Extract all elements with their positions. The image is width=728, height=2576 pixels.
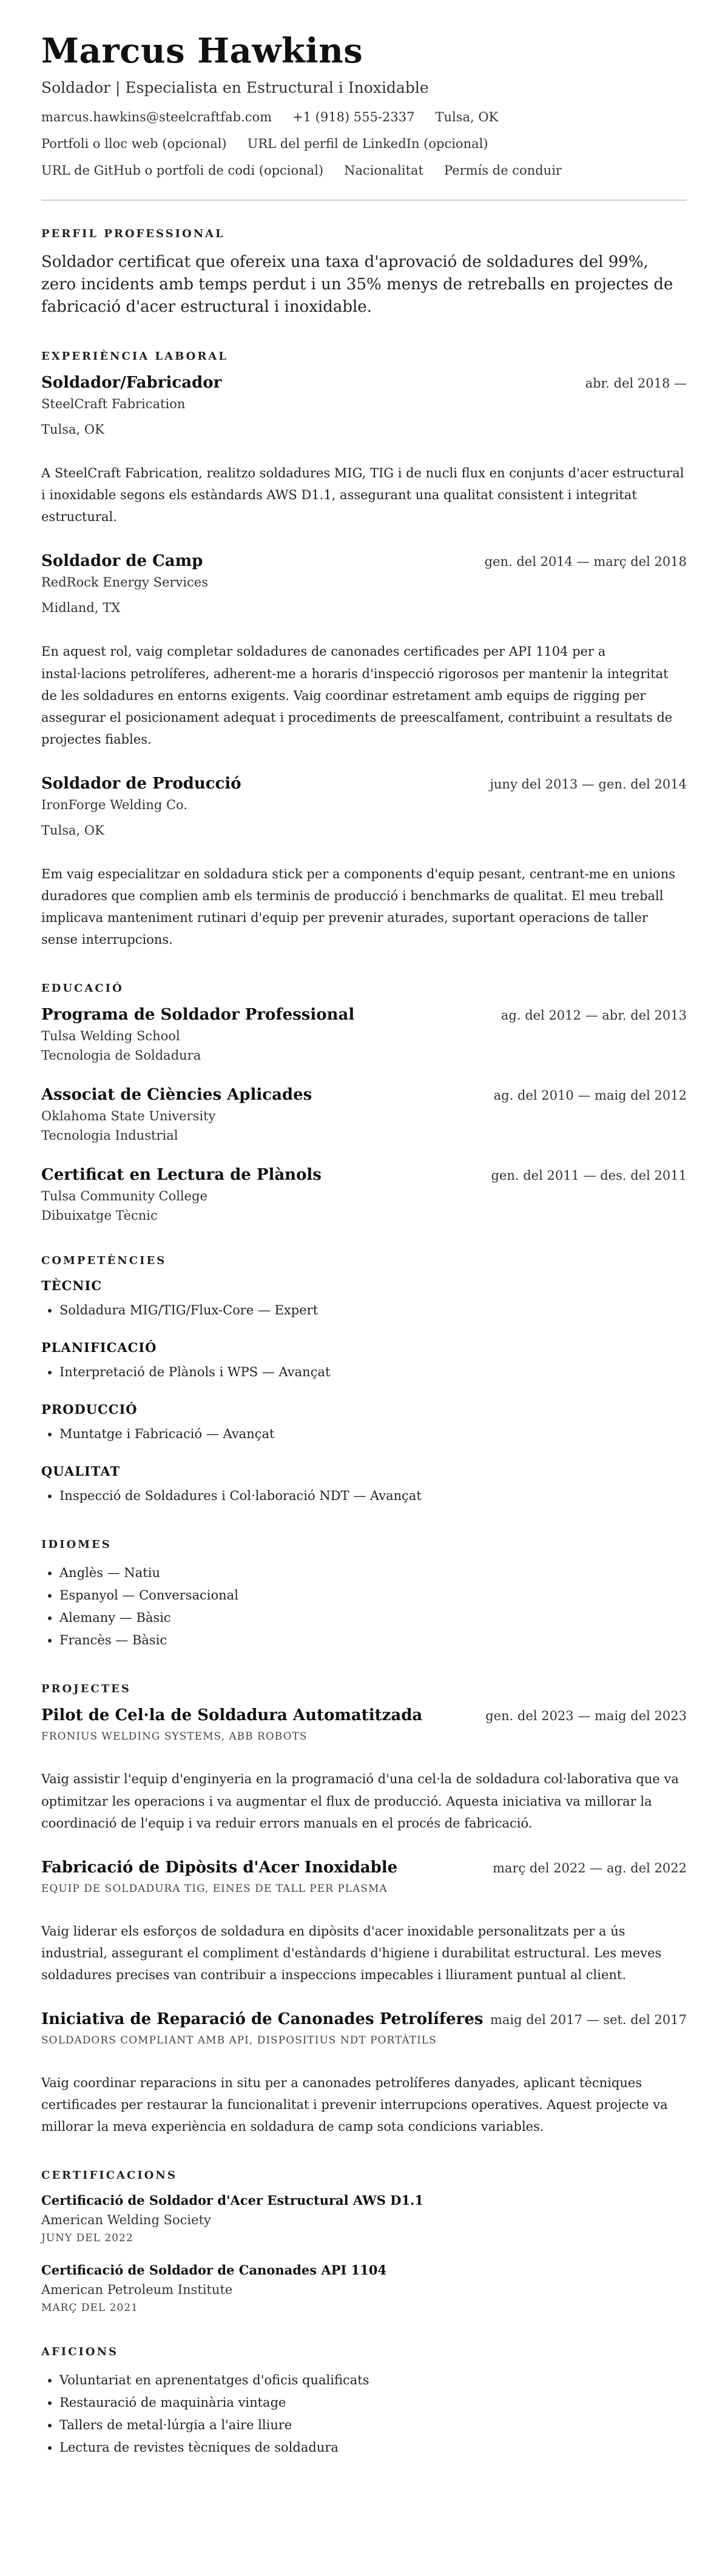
skill-item: • Interpretació de Plànols i WPS — Avançat [59,1361,687,1384]
education-entry [41,1006,687,1063]
language-item: • Espanyol — Conversacional [59,1584,687,1607]
skill-list [41,1299,687,1322]
skill-list [41,1485,687,1507]
header-divider [41,200,687,201]
project-description: Vaig coordinar reparacions in situ per a canonades petrolíferes danyades, aplicant tècniques certificades per restaurar la funcionalitat i prevenir interrupcions operatives. Aquest projecte va millorar la meva experiència en soldadura de camp sota condicions variables. [41,2076,668,2134]
school: Oklahoma State University [41,1109,216,1124]
degree: Associat de Ciències Aplicades [41,1086,312,1105]
skill-list [41,1423,687,1445]
skill-category: QUALITAT [41,1463,121,1479]
job-title: Soldador/Fabricador [41,374,222,392]
location: Tulsa, OK [435,110,499,125]
project-dates: maig del 2017 — set. del 2017 [490,2013,687,2028]
job-dates: gen. del 2014 — març del 2018 [484,554,687,570]
education-dates: gen. del 2011 — des. del 2011 [491,1168,687,1183]
candidate-name: Marcus Hawkins [41,31,363,71]
project-description: Vaig liderar els esforços de soldadura en dipòsits d'acer inoxidable personalitzats per a ús industrial, assegurant el compliment d'estàndards d'higiene i durabilitat estructural. Les meves soldadures precises van contribuir a inspeccions impecables i lliurament puntual al client. [41,1923,662,1982]
education-entry [41,1166,687,1223]
skill-category: PRODUCCIÓ [41,1401,138,1417]
languages-section [41,1538,687,1651]
section-title: CERTIFICACIONS [41,2169,177,2182]
language-list [41,1562,687,1651]
company: RedRock Energy Services [41,575,208,590]
project-name: Fabricació de Dipòsits d'Acer Inoxidable [41,1858,398,1877]
experience-entry [41,552,687,750]
nationality: Nacionalitat [344,163,424,178]
portfolio-link[interactable]: Portfoli o lloc web (opcional) [41,136,227,152]
project-entry [41,2010,687,2137]
company: IronForge Welding Co. [41,797,187,812]
job-title: Soldador de Camp [41,552,203,571]
section-title: AFICIONS [41,2346,119,2359]
project-name: Pilot de Cel·la de Soldadura Automatitzada [41,1706,423,1725]
certifications-section [41,2169,687,2314]
section-title: PROJECTES [41,1683,131,1696]
skill-item: • Muntatge i Fabricació — Avançat [59,1423,687,1445]
job-dates: abr. del 2018 — [585,376,687,391]
hobbies-section [41,2346,687,2458]
skill-category: PLANIFICACIÓ [41,1340,157,1356]
section-title: IDIOMES [41,1538,112,1552]
project-tools: FRONIUS WELDING SYSTEMS, ABB ROBOTS [41,1730,308,1743]
experience-entry [41,775,687,950]
section-title: COMPETÈNCIES [41,1254,167,1268]
language-item: • Francès — Bàsic [59,1629,687,1652]
certification-name: Certificació de Soldador de Canonades API 1104 [41,2262,387,2278]
degree: Certificat en Lectura de Plànols [41,1166,322,1185]
contact-row [41,163,687,178]
certification-date: JUNY DEL 2022 [41,2232,133,2245]
field-of-study: Tecnologia de Soldadura [41,1048,201,1063]
project-entry [41,1858,687,1986]
degree: Programa de Soldador Professional [41,1006,355,1024]
job-location: Tulsa, OK [41,822,104,838]
phone[interactable]: +1 (918) 555-2337 [292,110,415,125]
project-name: Iniciativa de Reparació de Canonades Petrolíferes [41,2010,484,2029]
hobby-item: • Lectura de revistes tècniques de soldadura [59,2436,687,2459]
certification-issuer: American Welding Society [41,2213,211,2228]
skill-item: • Soldadura MIG/TIG/Flux-Core — Expert [59,1299,687,1322]
school: Tulsa Welding School [41,1029,180,1044]
driving-license: Permís de conduir [444,163,562,178]
skill-list [41,1361,687,1384]
hobby-item: • Tallers de metal·lúrgia a l'aire lliure [59,2414,687,2436]
project-entry [41,1706,687,1834]
certification-issuer: American Petroleum Institute [41,2282,233,2298]
projects-section [41,1683,687,2137]
project-description: Vaig assistir l'equip d'enginyeria en la programació d'una cel·la de soldadura col·laborativa que va optimitzar les operacions i va augmentar el flux de producció. Aquesta iniciativa va millorar la coordinació de l'equip i va reduir errors manuals en el procés de fabricació. [41,1772,679,1831]
hobby-list [41,2369,687,2458]
job-location: Midland, TX [41,600,121,616]
contact-row [41,110,687,124]
linkedin-link[interactable]: URL del perfil de LinkedIn (opcional) [247,136,488,152]
section-title: EXPERIÈNCIA LABORAL [41,350,228,363]
hobby-item: • Voluntariat en aprenentatges d'oficis qualificats [59,2369,687,2392]
contact-row [41,136,687,151]
job-description: Em vaig especialitzar en soldadura stick per a components d'equip pesant, centrant-me en unions duradores que complien amb els terminis de producció i benchmarks de qualitat. El meu treball implicava manteniment rutinari d'equip per prevenir aturades, suportant operacions de taller sense interrupcions. [41,866,676,947]
summary-section [41,227,687,318]
project-dates: març del 2022 — ag. del 2022 [493,1860,687,1875]
section-title: PERFIL PROFESSIONAL [41,227,225,241]
section-title: EDUCACIÓ [41,982,124,995]
language-item: • Anglès — Natiu [59,1562,687,1584]
company: SteelCraft Fabrication [41,397,186,412]
education-entry [41,1086,687,1143]
email[interactable]: marcus.hawkins@steelcraftfab.com [41,110,272,125]
certification-date: MARÇ DEL 2021 [41,2302,138,2315]
field-of-study: Tecnologia Industrial [41,1128,178,1143]
job-description: A SteelCraft Fabrication, realitzo soldadures MIG, TIG i de nucli flux en conjunts d'acer estructural i inoxidable segons els estàndards AWS D1.1, assegurant una qualitat consistent i integritat estructural. [41,466,684,525]
github-link[interactable]: URL de GitHub o portfoli de codi (opcional) [41,163,324,178]
experience-section [41,350,687,950]
certification-entry [41,2193,687,2244]
headline: Soldador | Especialista en Estructural i Inoxidable [41,79,429,97]
job-description: En aquest rol, vaig completar soldadures de canonades certificades per API 1104 per a instal·lacions petrolíferes, adherent-me a horaris d'inspecció rigorosos per mantenir la integritat de les soldadures en entorns exigents. Vaig coordinar estretament amb equips de rigging per assegurar el posicionament adequat i procediments de preescalfament, contribuint a resultats de projectes fiables. [41,644,673,747]
experience-entry [41,374,687,528]
field-of-study: Dibuixatge Tècnic [41,1208,158,1223]
certification-entry [41,2262,687,2314]
education-section [41,982,687,1223]
language-item: • Alemany — Bàsic [59,1607,687,1629]
hobby-item: • Restauració de maquinària vintage [59,2392,687,2414]
education-dates: ag. del 2012 — abr. del 2013 [500,1008,687,1023]
job-title: Soldador de Producció [41,774,241,793]
job-location: Tulsa, OK [41,422,104,437]
skill-item: • Inspecció de Soldadures i Col·laboració NDT — Avançat [59,1485,687,1507]
resume-header [41,32,687,178]
project-tools: SOLDADORS COMPLIANT AMB API, DISPOSITIUS NDT PORTÀTILS [41,2034,437,2047]
project-tools: EQUIP DE SOLDADURA TIG, EINES DE TALL PER PLASMA [41,1882,388,1895]
skill-category: TÈCNIC [41,1278,103,1294]
school: Tulsa Community College [41,1189,207,1204]
education-dates: ag. del 2010 — maig del 2012 [493,1088,687,1103]
project-dates: gen. del 2023 — maig del 2023 [485,1709,687,1724]
job-dates: juny del 2013 — gen. del 2014 [490,776,687,792]
skills-section [41,1254,687,1507]
certification-name: Certificació de Soldador d'Acer Estructural AWS D1.1 [41,2193,423,2208]
summary-text: Soldador certificat que ofereix una taxa d'aprovació de soldadures del 99%, zero incidents amb temps perdut i un 35% menys de retreballs en projectes de fabricació d'acer estructural i inoxidable. [41,253,673,317]
